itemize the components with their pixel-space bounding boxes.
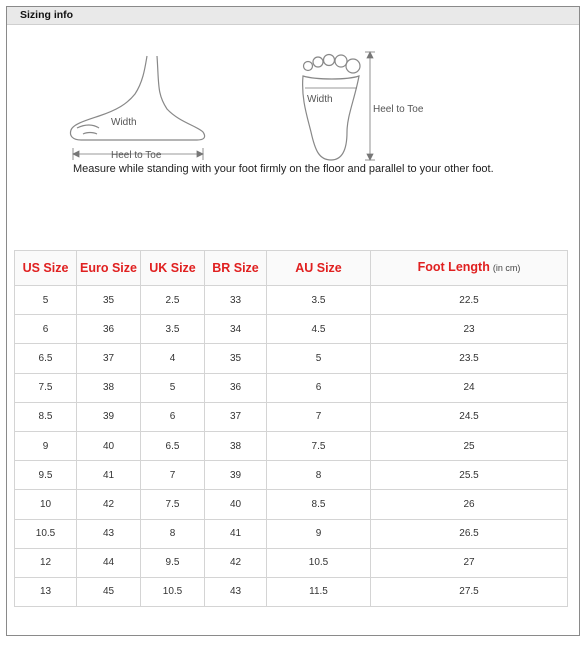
table-cell: 6.5 — [141, 431, 205, 460]
col-euro-size: Euro Size — [77, 251, 141, 286]
table-cell: 9.5 — [141, 548, 205, 577]
table-cell: 41 — [77, 461, 141, 490]
table-cell: 44 — [77, 548, 141, 577]
table-cell: 6 — [267, 373, 371, 402]
table-cell: 7 — [267, 402, 371, 431]
table-cell: 39 — [205, 461, 267, 490]
measure-instruction: Measure while standing with your foot firmly on the floor and parallel to your other foot. — [73, 163, 494, 175]
foot-measure-illustration — [7, 24, 579, 184]
table-row — [15, 519, 568, 548]
table-cell: 27 — [371, 548, 568, 577]
table-cell: 35 — [77, 286, 141, 315]
panel-title: Sizing info — [20, 9, 74, 21]
table-row — [15, 315, 568, 344]
table-cell: 23.5 — [371, 344, 568, 373]
table-cell: 9.5 — [15, 461, 77, 490]
sole-width-label: Width — [307, 94, 333, 105]
table-header-row — [15, 251, 568, 286]
table-cell: 24 — [371, 373, 568, 402]
panel-header — [7, 7, 579, 25]
table-row — [15, 373, 568, 402]
table-cell: 6 — [141, 402, 205, 431]
table-cell: 35 — [205, 344, 267, 373]
table-row — [15, 344, 568, 373]
sole-length-label: Heel to Toe — [373, 104, 424, 115]
table-cell: 40 — [77, 431, 141, 460]
table-cell: 45 — [77, 577, 141, 606]
table-cell: 13 — [15, 577, 77, 606]
table-cell: 40 — [205, 490, 267, 519]
table-cell: 10.5 — [267, 548, 371, 577]
table-cell: 11.5 — [267, 577, 371, 606]
table-cell: 27.5 — [371, 577, 568, 606]
table-cell: 7.5 — [267, 431, 371, 460]
table-cell: 5 — [141, 373, 205, 402]
table-cell: 43 — [205, 577, 267, 606]
col-us-size: US Size — [15, 251, 77, 286]
table-cell: 8 — [267, 461, 371, 490]
table-cell: 23 — [371, 315, 568, 344]
table-cell: 12 — [15, 548, 77, 577]
table-cell: 26.5 — [371, 519, 568, 548]
table-cell: 42 — [77, 490, 141, 519]
col-foot-length: Foot Length (in cm) — [371, 251, 568, 286]
table-cell: 33 — [205, 286, 267, 315]
table-cell: 7 — [141, 461, 205, 490]
table-cell: 10 — [15, 490, 77, 519]
table-cell: 7.5 — [15, 373, 77, 402]
table-cell: 34 — [205, 315, 267, 344]
table-row — [15, 286, 568, 315]
table-cell: 3.5 — [267, 286, 371, 315]
table-cell: 43 — [77, 519, 141, 548]
table-cell: 22.5 — [371, 286, 568, 315]
table-cell: 25 — [371, 431, 568, 460]
table-cell: 6.5 — [15, 344, 77, 373]
table-cell: 10.5 — [141, 577, 205, 606]
table-row — [15, 548, 568, 577]
table-cell: 6 — [15, 315, 77, 344]
foot-diagram-icon — [7, 24, 581, 174]
col-br-size: BR Size — [205, 251, 267, 286]
table-cell: 9 — [267, 519, 371, 548]
table-cell: 8 — [141, 519, 205, 548]
table-cell: 7.5 — [141, 490, 205, 519]
foot-length-unit: (in cm) — [492, 263, 521, 273]
table-cell: 36 — [77, 315, 141, 344]
side-length-label: Heel to Toe — [111, 150, 162, 161]
table-row — [15, 461, 568, 490]
table-cell: 2.5 — [141, 286, 205, 315]
table-cell: 24.5 — [371, 402, 568, 431]
table-row — [15, 402, 568, 431]
table-cell: 41 — [205, 519, 267, 548]
table-cell: 5 — [267, 344, 371, 373]
table-cell: 38 — [205, 431, 267, 460]
table-cell: 3.5 — [141, 315, 205, 344]
table-cell: 26 — [371, 490, 568, 519]
table-cell: 39 — [77, 402, 141, 431]
table-cell: 8.5 — [267, 490, 371, 519]
table-row — [15, 490, 568, 519]
table-row — [15, 577, 568, 606]
table-cell: 38 — [77, 373, 141, 402]
table-row — [15, 431, 568, 460]
table-cell: 37 — [205, 402, 267, 431]
table-cell: 8.5 — [15, 402, 77, 431]
col-au-size: AU Size — [267, 251, 371, 286]
table-cell: 5 — [15, 286, 77, 315]
side-width-label: Width — [111, 117, 137, 128]
table-cell: 42 — [205, 548, 267, 577]
table-cell: 36 — [205, 373, 267, 402]
col-uk-size: UK Size — [141, 251, 205, 286]
table-cell: 37 — [77, 344, 141, 373]
table-cell: 9 — [15, 431, 77, 460]
table-cell: 25.5 — [371, 461, 568, 490]
table-cell: 4.5 — [267, 315, 371, 344]
size-chart-table — [14, 250, 568, 607]
table-cell: 4 — [141, 344, 205, 373]
table-cell: 10.5 — [15, 519, 77, 548]
